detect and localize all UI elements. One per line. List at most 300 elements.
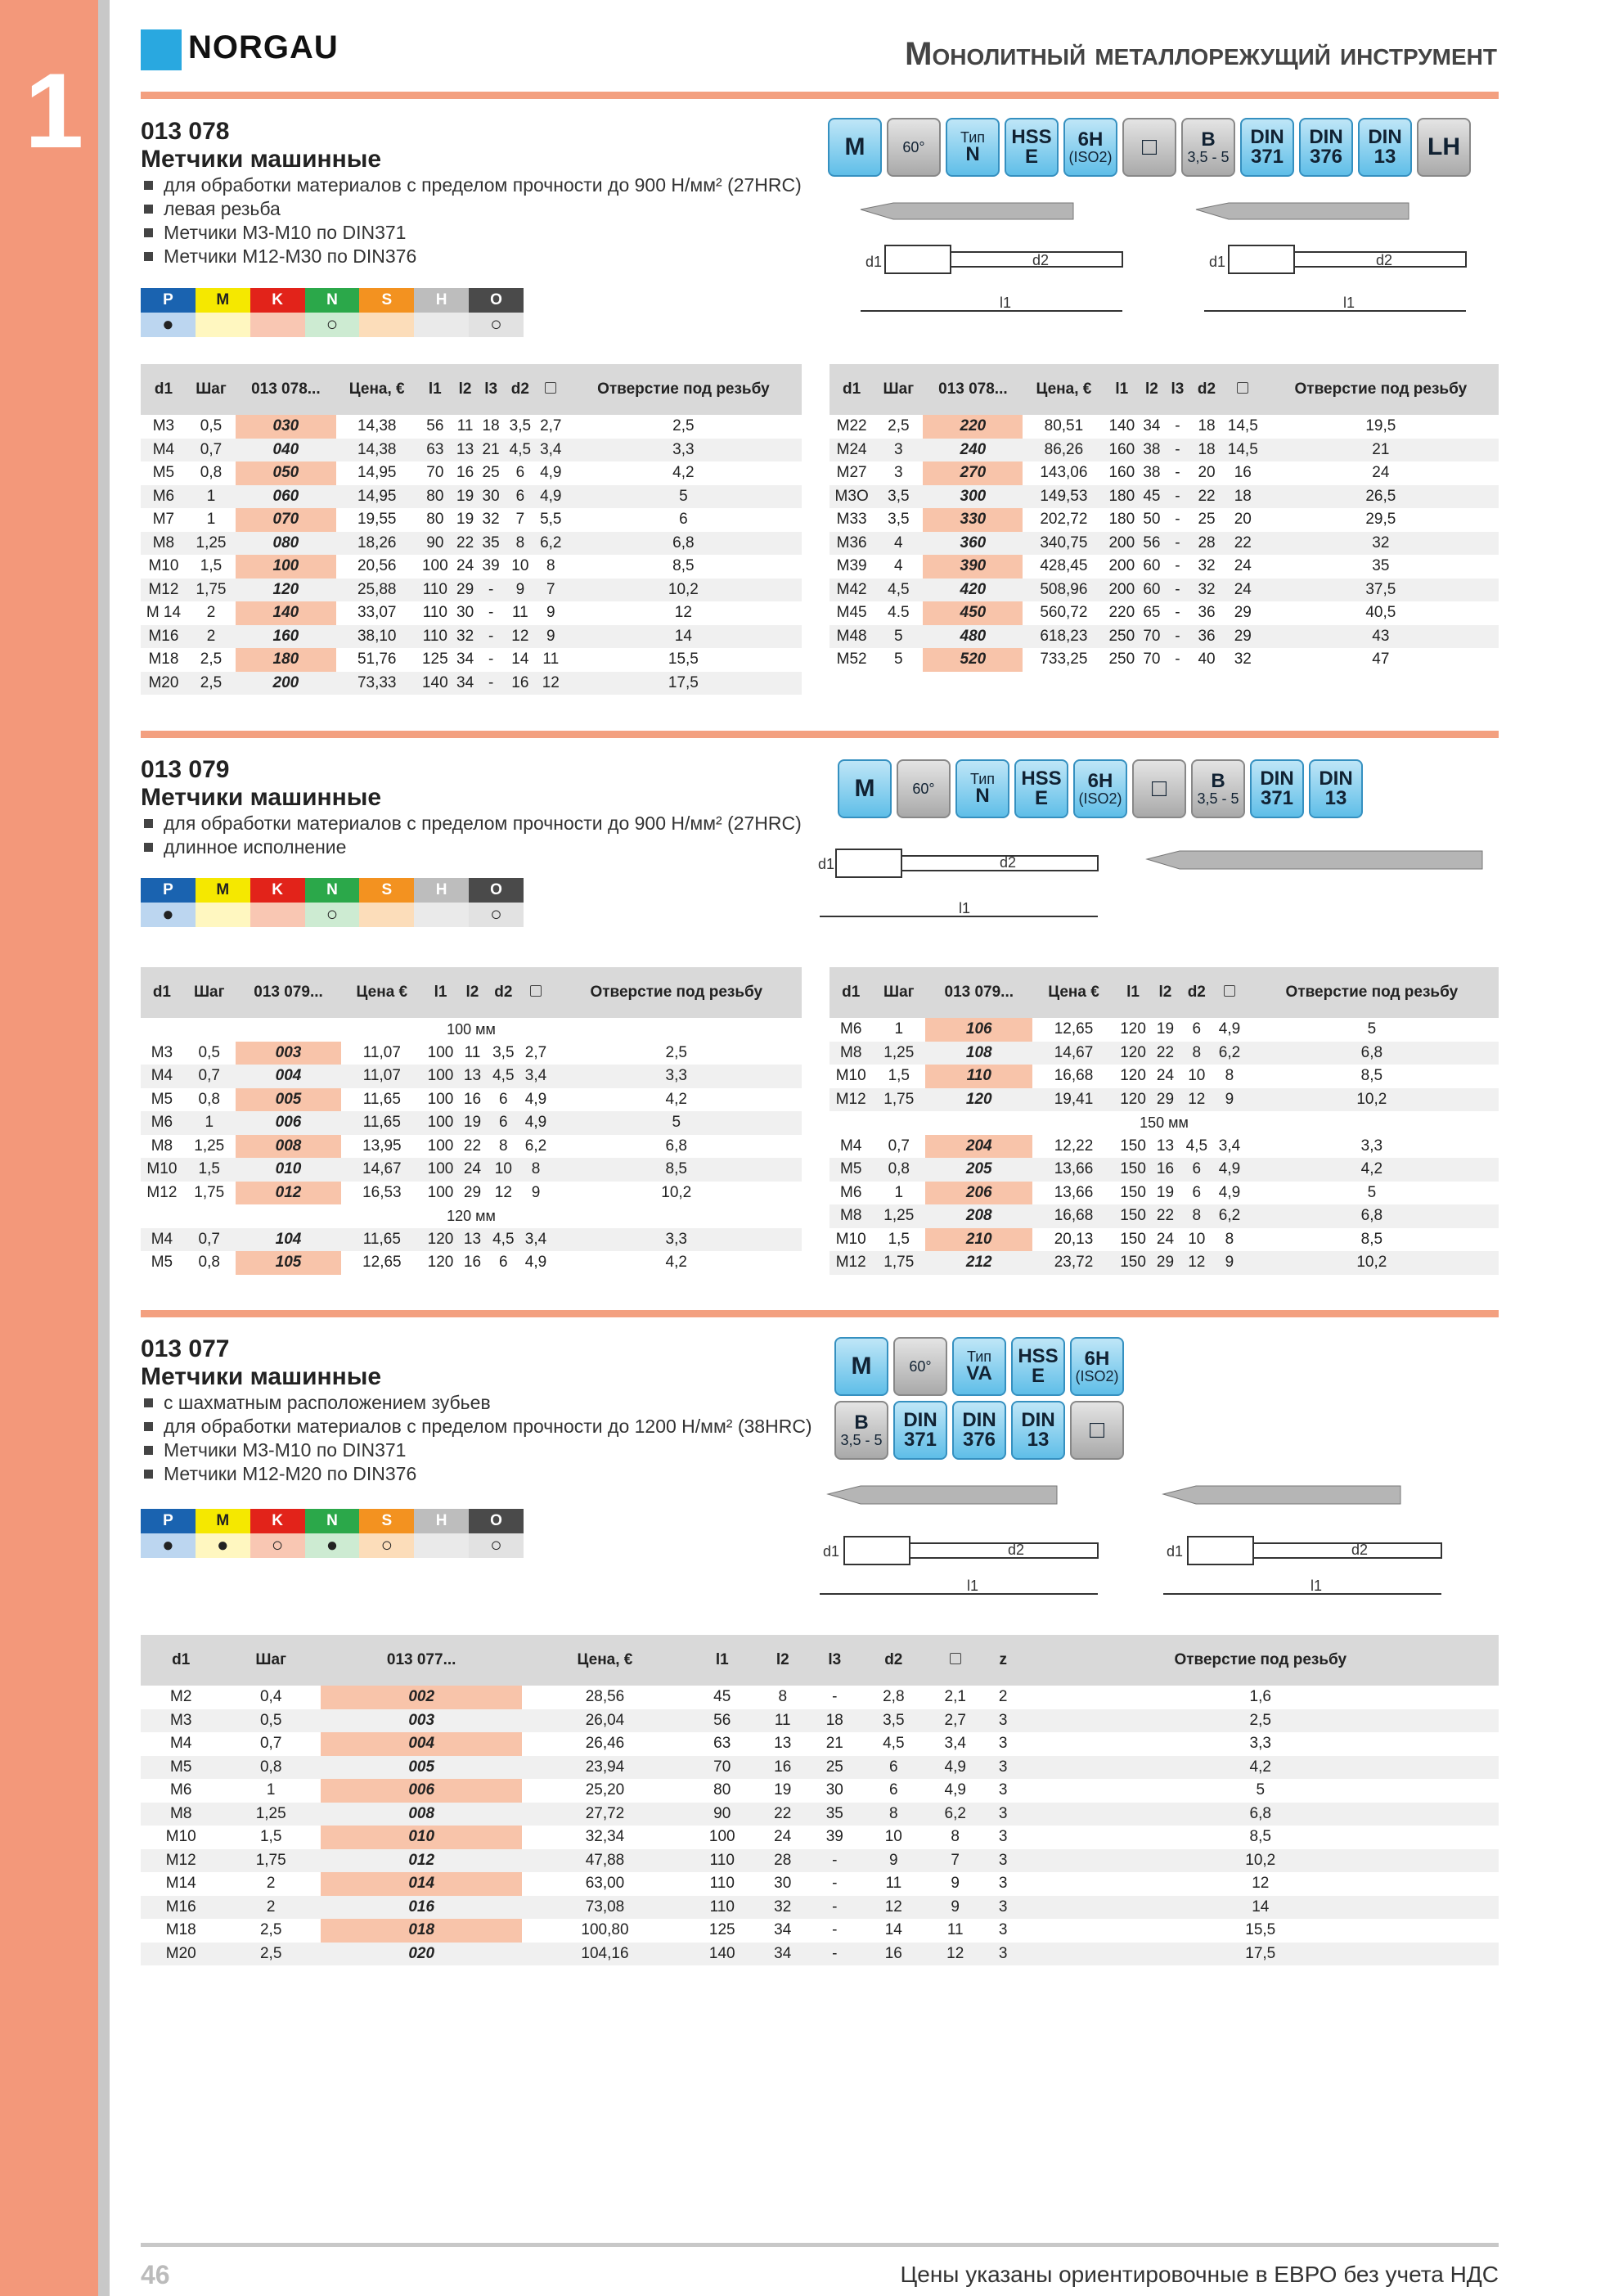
property-icons	[834, 1337, 1178, 1460]
table-row	[141, 1756, 1499, 1780]
property-icon	[1240, 118, 1294, 177]
icon-bottom: 3,5 - 5	[1187, 149, 1230, 165]
icon-top: HSS	[1011, 126, 1052, 148]
cell: 26,5	[1263, 485, 1499, 509]
material-label: O	[469, 288, 524, 313]
cell: 3	[894, 464, 903, 482]
article-code: 160	[236, 625, 335, 649]
cell: M8	[829, 1042, 872, 1065]
cell: 1,75	[194, 1183, 225, 1201]
cell: M4	[141, 439, 187, 462]
material-label: P	[141, 288, 196, 313]
cell: M20	[141, 1943, 221, 1966]
property-icon: 60°	[897, 759, 951, 818]
cell: 125	[708, 1921, 735, 1939]
section-013079	[141, 753, 1499, 1285]
cell: M10	[835, 1067, 866, 1085]
article-code: 106	[925, 1018, 1032, 1042]
cell: 36	[1190, 625, 1223, 649]
column-header: d2	[861, 1635, 926, 1686]
table-row	[829, 1065, 1499, 1088]
cell: 5	[551, 1111, 802, 1135]
cell: 8	[499, 1137, 508, 1155]
article-code: 270	[923, 461, 1023, 485]
cell: 150	[1120, 1183, 1146, 1201]
cell: 140	[688, 1943, 757, 1966]
cell: 3,4	[520, 1065, 551, 1088]
article-code: 003	[236, 1042, 342, 1065]
cell: 1,5	[259, 1828, 282, 1846]
cell: 14	[565, 625, 802, 649]
cell: 14	[511, 651, 529, 669]
cell: 23,94	[522, 1756, 687, 1780]
chapter-number: 1	[25, 51, 84, 170]
cell: 2,5	[888, 417, 910, 435]
cell: 1,75	[872, 1251, 925, 1275]
icon-bottom: E	[1031, 1365, 1045, 1387]
cell: 110	[709, 1875, 735, 1893]
column-header: d2	[486, 967, 520, 1018]
column-header: Цена €	[1032, 967, 1114, 1018]
cell: 24	[459, 1158, 486, 1182]
cell: 28,56	[585, 1688, 625, 1706]
svg-text:d2: d2	[1008, 1542, 1025, 1558]
cell: 24	[456, 557, 474, 575]
table-row	[141, 1111, 802, 1135]
article-code: 008	[236, 1135, 342, 1159]
material-label: O	[469, 878, 524, 903]
cell: 3	[984, 1849, 1023, 1873]
column-header: l1	[688, 1635, 757, 1686]
cell: 1,25	[872, 1204, 925, 1228]
cell: 3,4	[1218, 1137, 1241, 1155]
svg-text:d1: d1	[818, 856, 835, 872]
cell: 9	[951, 1875, 960, 1893]
icon-bottom: VA	[966, 1362, 992, 1384]
cell: 3	[984, 1756, 1023, 1780]
cell: 29	[1152, 1088, 1180, 1112]
cell: 18	[809, 1709, 861, 1733]
cell: 3,3	[1360, 1137, 1383, 1155]
cell: 34	[456, 651, 474, 669]
cell: 10	[1188, 1230, 1206, 1248]
cell: 45	[713, 1688, 731, 1706]
page-header-title: Монолитный металлорежущий инструмент	[905, 36, 1497, 72]
cell: 34	[1143, 417, 1161, 435]
article-code: 012	[236, 1182, 342, 1205]
cell: 90	[418, 532, 452, 556]
cell: 27,72	[522, 1803, 687, 1826]
article-code: 070	[236, 508, 335, 532]
cell: 1,75	[872, 1088, 925, 1112]
cell: 19	[1156, 1020, 1175, 1038]
property-icons	[828, 118, 1471, 177]
cell: 22	[1152, 1204, 1180, 1228]
cell: 0,7	[187, 439, 236, 462]
cell: 12	[494, 1183, 512, 1201]
cell: 17,5	[565, 672, 802, 696]
cell: 4,2	[1023, 1756, 1499, 1780]
cell: 140	[418, 672, 452, 696]
cell: -	[809, 1849, 861, 1873]
cell: 2	[206, 604, 216, 622]
column-header: 013 078...	[236, 364, 335, 415]
column-header	[537, 364, 565, 415]
cell: 104,16	[522, 1943, 687, 1966]
table-row	[141, 1732, 1499, 1756]
property-icon	[834, 1337, 888, 1396]
cell: 2	[266, 1875, 276, 1893]
cell: 63,00	[585, 1875, 625, 1893]
cell: 150	[1120, 1137, 1146, 1155]
cell: -	[488, 604, 494, 622]
cell: -	[478, 625, 504, 649]
group-row	[141, 1204, 802, 1228]
spec-table	[141, 1635, 1499, 1965]
table-row	[829, 1182, 1499, 1205]
cell: M6	[141, 485, 187, 509]
cell: 1,25	[872, 1042, 925, 1065]
svg-text:l1: l1	[967, 1578, 979, 1594]
column-header: 013 079...	[925, 967, 1032, 1018]
feature-list	[141, 812, 802, 859]
table-row	[141, 532, 802, 556]
cell: 3,3	[551, 1228, 802, 1252]
cell: 3,3	[551, 1065, 802, 1088]
svg-text:d2: d2	[1376, 252, 1393, 268]
column-header: d2	[504, 364, 537, 415]
table-row	[141, 1896, 1499, 1920]
property-icon	[1250, 759, 1304, 818]
property-icon: 60°	[893, 1337, 947, 1396]
cell: 11	[946, 1921, 964, 1939]
table-row	[141, 415, 802, 439]
cell: 12	[504, 625, 537, 649]
cell: 160	[1104, 439, 1139, 462]
cell: 30	[774, 1875, 792, 1893]
table-row	[141, 601, 802, 625]
cell: 5	[1367, 1020, 1377, 1038]
cell: 70	[1139, 625, 1164, 649]
cell: 16	[504, 672, 537, 696]
icon-bottom: 3,5 - 5	[840, 1432, 883, 1448]
cell: 12,65	[1054, 1020, 1094, 1038]
icon-top: Тип	[960, 129, 985, 146]
spec-table-left	[141, 967, 802, 1275]
icon-top: DIN	[1309, 126, 1343, 148]
property-icon	[946, 118, 1000, 177]
column-header: 013 077...	[321, 1635, 523, 1686]
icon-top: DIN	[1368, 126, 1402, 148]
property-icon	[1132, 759, 1186, 818]
property-icon	[1073, 759, 1127, 818]
table-row	[829, 461, 1499, 485]
cell: 24	[1156, 1230, 1175, 1248]
article-code: 120	[925, 1088, 1032, 1112]
cell: 4,9	[520, 1111, 551, 1135]
cell: 10	[511, 557, 529, 575]
material-label: K	[250, 288, 305, 313]
material-mark	[414, 903, 469, 927]
table-row	[141, 1709, 1499, 1733]
cell: 32	[1198, 557, 1216, 575]
material-mark: ○	[469, 313, 524, 337]
cell: 2,5	[221, 1943, 320, 1966]
cell: 100	[422, 1158, 458, 1182]
cell: 110	[422, 604, 447, 622]
table-row	[829, 625, 1499, 649]
table-row	[829, 1204, 1499, 1228]
cell: 1	[266, 1781, 276, 1799]
material-label: S	[359, 878, 414, 903]
cell: 150	[1115, 1158, 1152, 1182]
column-header: l2	[452, 364, 479, 415]
table-header-row	[829, 364, 1499, 415]
material-label: P	[141, 878, 196, 903]
cell: 29,5	[1365, 511, 1396, 529]
cell: 32	[1263, 532, 1499, 556]
group-row	[141, 1018, 802, 1042]
material-label: H	[414, 288, 469, 313]
cell: 160	[1108, 464, 1135, 482]
cell: M5	[829, 1158, 872, 1182]
table-row	[829, 485, 1499, 509]
table-row	[141, 555, 802, 579]
cell: 36	[1198, 604, 1216, 622]
cell: 13	[1156, 1137, 1175, 1155]
column-header: z	[984, 1635, 1023, 1686]
tool-drawing	[812, 1471, 1499, 1618]
icon-bottom: 13	[1373, 146, 1396, 168]
cell: 4,5	[874, 579, 923, 602]
cell: 39	[825, 1828, 843, 1846]
property-icon	[893, 1401, 947, 1460]
article-code: 100	[236, 555, 335, 579]
cell: 0,5	[198, 1043, 220, 1061]
cell: -	[1175, 557, 1180, 575]
cell: 3,5	[509, 417, 532, 435]
feature-item: длинное исполнение	[141, 835, 802, 859]
cell: -	[832, 1875, 838, 1893]
column-header: 013 078...	[923, 364, 1023, 415]
cell: 4,9	[1218, 1183, 1241, 1201]
cell: 5	[894, 651, 903, 669]
icon-symbol: М	[851, 1353, 872, 1380]
article-code: 006	[321, 1779, 523, 1803]
column-header: Отверстие под резьбу	[565, 364, 802, 415]
property-icon	[1181, 118, 1235, 177]
cell: 23,72	[1032, 1251, 1114, 1275]
cell: 13,95	[362, 1137, 402, 1155]
cell: 28	[1190, 532, 1223, 556]
cell: 560,72	[1040, 604, 1088, 622]
material-table	[141, 1509, 524, 1558]
column-header: Отверстие под резьбу	[1263, 364, 1499, 415]
icon-bottom: E	[1034, 787, 1048, 809]
cell: -	[832, 1921, 838, 1939]
article-code: 200	[236, 672, 335, 696]
cell: 30	[825, 1781, 843, 1799]
cell: 40,5	[1365, 604, 1396, 622]
table-row	[829, 1158, 1499, 1182]
icon-symbol: □	[1089, 1416, 1105, 1443]
cell: 6,8	[1245, 1204, 1499, 1228]
cell: M27	[836, 464, 867, 482]
group-label: 150 мм	[829, 1111, 1499, 1135]
article-code: 080	[236, 532, 335, 556]
article-code: 002	[321, 1686, 523, 1709]
cell: 11	[464, 1043, 481, 1061]
property-icon	[1299, 118, 1353, 177]
cell: 17,5	[1023, 1943, 1499, 1966]
column-header: Отверстие под резьбу	[551, 967, 802, 1018]
cell: 18	[482, 417, 500, 435]
cell: 3	[998, 1921, 1008, 1939]
svg-text:d1: d1	[865, 254, 883, 270]
cell: 80	[713, 1781, 731, 1799]
feature-item: Метчики М3-М10 по DIN371	[141, 1438, 812, 1462]
cell: 110	[418, 625, 452, 649]
svg-text:l1: l1	[959, 900, 971, 916]
article-code: 105	[236, 1251, 342, 1275]
property-icon	[1122, 118, 1176, 177]
cell: 250	[1108, 651, 1135, 669]
column-header: l1	[1104, 364, 1139, 415]
icon-bottom: 371	[1260, 787, 1294, 809]
material-dot-row	[141, 1533, 524, 1558]
cell: 3,5	[861, 1709, 926, 1733]
material-label: M	[196, 288, 250, 313]
cell: 34	[774, 1921, 792, 1939]
material-mark	[359, 313, 414, 337]
cell: 1,5	[888, 1230, 910, 1248]
cell: -	[1175, 511, 1180, 529]
table-row	[829, 1042, 1499, 1065]
material-label: S	[359, 1509, 414, 1533]
cell: 19	[456, 511, 474, 529]
cell: 16	[861, 1943, 926, 1966]
cell: 3,5	[888, 511, 910, 529]
cell: 428,45	[1040, 557, 1088, 575]
material-header-row	[141, 1509, 524, 1533]
property-icon	[838, 759, 892, 818]
cell: 3	[984, 1803, 1023, 1826]
cell: 9	[927, 1896, 984, 1920]
cell: 9	[1214, 1088, 1244, 1112]
column-header: d2	[1179, 967, 1214, 1018]
column-header: d2	[1190, 364, 1223, 415]
property-icon	[1070, 1401, 1124, 1460]
feature-item: Метчики М12-М30 по DIN376	[141, 245, 802, 268]
column-header: l1	[422, 967, 458, 1018]
cell: 8	[1225, 1067, 1234, 1085]
cell: 4,5	[504, 439, 537, 462]
cell: 47,88	[522, 1849, 687, 1873]
cell: 28	[757, 1849, 809, 1873]
svg-text:l1: l1	[1000, 295, 1012, 311]
cell: 24	[774, 1828, 792, 1846]
cell: -	[809, 1896, 861, 1920]
column-header	[520, 967, 551, 1018]
cell: 1	[183, 1111, 236, 1135]
table-row	[829, 508, 1499, 532]
cell: 200	[1108, 557, 1135, 575]
icon-bottom: N	[975, 785, 990, 807]
material-mark: ●	[141, 1533, 196, 1558]
property-icons	[838, 759, 1363, 818]
cell: 200	[1104, 532, 1139, 556]
feature-item: Метчики М3-М10 по DIN371	[141, 221, 802, 245]
cell: M5	[141, 1756, 221, 1780]
cell: 86,26	[1023, 439, 1104, 462]
cell: M5	[151, 1254, 173, 1272]
icon-bottom: E	[1024, 146, 1038, 168]
column-header: Отверстие под резьбу	[1023, 1635, 1499, 1686]
cell: 6	[889, 1781, 898, 1799]
cell: 5	[1367, 1183, 1377, 1201]
table-row	[141, 1686, 1499, 1709]
article-code: 120	[236, 579, 335, 602]
cell: M5	[151, 1090, 173, 1108]
cell: 32	[1234, 651, 1252, 669]
icon-bottom: 13	[1324, 787, 1347, 809]
cell: 8,5	[672, 557, 695, 575]
cell: 25	[1198, 511, 1216, 529]
cell: 4,9	[524, 1254, 547, 1272]
material-mark: ●	[305, 1533, 360, 1558]
article-code: 220	[923, 415, 1023, 439]
article-code: 010	[321, 1826, 523, 1849]
article-code: 018	[321, 1919, 523, 1943]
cell: 6,8	[1023, 1803, 1499, 1826]
cell: 30	[478, 485, 504, 509]
property-icon	[952, 1337, 1006, 1396]
cell: 11	[511, 604, 528, 622]
cell: 22	[1152, 1042, 1180, 1065]
cell: 0,8	[221, 1756, 320, 1780]
material-label: H	[414, 878, 469, 903]
material-table	[141, 878, 524, 927]
icon-top: DIN	[1021, 1409, 1055, 1431]
property-icon	[1011, 1401, 1065, 1460]
cell: 16,68	[1032, 1204, 1114, 1228]
cell: 6	[861, 1756, 926, 1780]
svg-text:d1: d1	[1167, 1543, 1184, 1560]
property-icon	[834, 1401, 888, 1460]
table-row	[141, 1803, 1499, 1826]
table-row	[141, 625, 802, 649]
table-row	[141, 1042, 802, 1065]
cell: 70	[426, 464, 444, 482]
cell: 16	[463, 1090, 482, 1108]
cell: 14,38	[336, 439, 418, 462]
feature-item: для обработки материалов с пределом прочности до 900 Н/мм² (27HRC)	[141, 812, 802, 835]
cell: 9	[546, 604, 555, 622]
cell: -	[1165, 485, 1190, 509]
cell: 22	[1223, 532, 1263, 556]
column-header: Цена, €	[522, 1635, 687, 1686]
column-header: d1	[141, 1635, 221, 1686]
cell: 15,5	[668, 651, 699, 669]
cell: 200	[1104, 579, 1139, 602]
chapter-band	[0, 0, 98, 2296]
product-code: 013 078	[141, 118, 230, 145]
material-mark: ○	[305, 903, 360, 927]
cell: 2	[187, 625, 236, 649]
table-row	[141, 1849, 1499, 1873]
cell: 70	[1143, 651, 1161, 669]
cell: 25,88	[336, 579, 418, 602]
